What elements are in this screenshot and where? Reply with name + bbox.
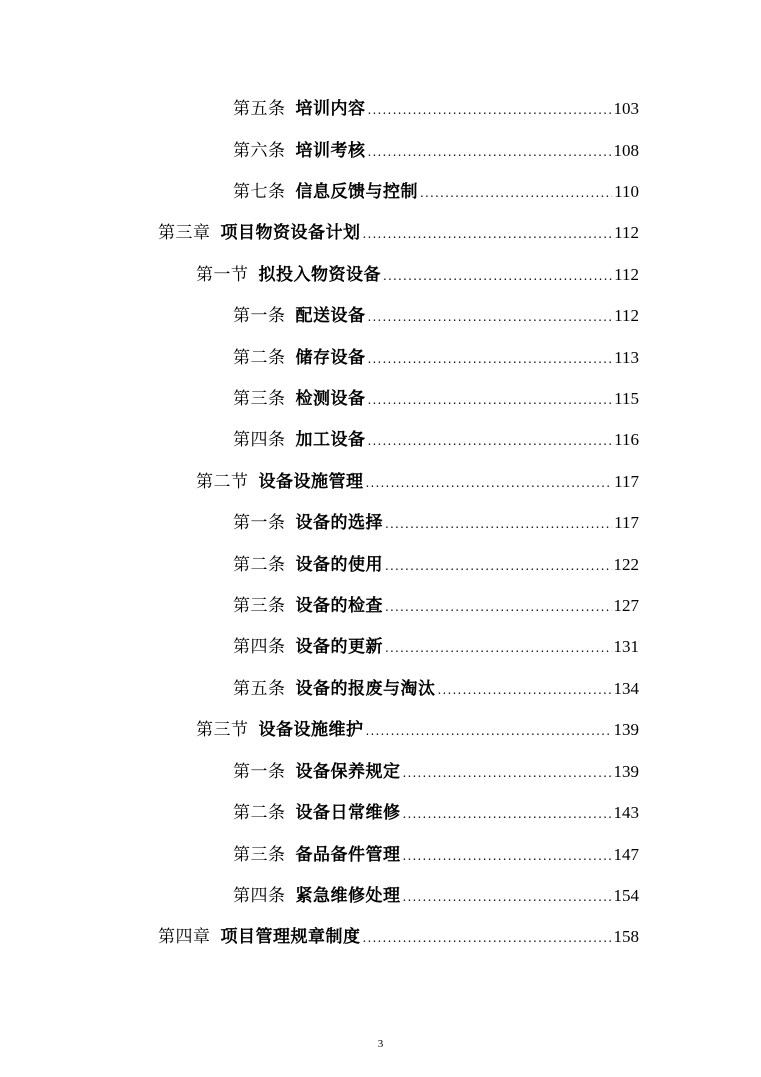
toc-entry-page: 143 [613,803,639,822]
toc-entry-section[interactable] [196,264,639,287]
toc-entry-page: 116 [614,430,639,449]
toc-entry-label: 第一条 [233,762,286,782]
toc-entry-page: 127 [613,596,639,615]
toc-entry-page: 110 [614,182,639,201]
toc-entry-label: 第二条 [233,803,286,823]
toc-entry-chapter[interactable] [158,926,639,949]
toc-entry-page: 117 [614,472,639,491]
toc-entry-page: 103 [613,99,639,118]
toc-entry-page: 117 [614,513,639,532]
toc-entry-title: 设备日常维修 [295,803,401,823]
toc-entry-title: 信息反馈与控制 [295,182,418,202]
toc-entry-label: 第三条 [233,389,286,409]
toc-leader-dots [403,886,612,908]
toc-leader-dots [383,265,612,287]
toc-entry-section[interactable] [196,471,639,494]
page-number: 3 [377,1038,384,1050]
toc-leader-dots [438,679,612,701]
toc-entry-page: 139 [613,762,639,781]
toc-entry-page: 147 [613,845,639,864]
toc-entry-page: 108 [613,141,639,160]
toc-entry-label: 第五条 [233,679,286,699]
toc-entry-section[interactable] [196,719,639,742]
toc-entry[interactable] [233,512,639,535]
toc-leader-dots [385,637,612,659]
toc-entry-page: 131 [613,637,639,656]
toc-entry-title: 紧急维修处理 [295,886,401,906]
toc-entry-title: 检测设备 [295,389,366,409]
toc-entry-label: 第四章 [158,927,211,947]
toc-leader-dots [403,762,612,784]
toc-entry-page: 112 [614,265,639,284]
toc-entry[interactable] [233,98,639,121]
toc-entry[interactable] [233,429,639,452]
toc-entry[interactable] [233,802,639,825]
toc-leader-dots [368,430,613,452]
toc-entry-page: 115 [614,389,639,408]
toc-entry-title: 设备的选择 [295,513,383,533]
toc-entry-title: 设备设施维护 [258,720,364,740]
toc-entry-label: 第五条 [233,99,286,119]
toc-entry-page: 134 [613,679,639,698]
toc-entry[interactable] [233,305,639,328]
toc-entry-title: 项目管理规章制度 [220,927,361,947]
toc-entry-page: 158 [613,927,639,946]
toc-entry-label: 第一节 [196,265,249,285]
toc-entry-title: 设备保养规定 [295,762,401,782]
toc-leader-dots [368,306,613,328]
toc-entry[interactable] [233,844,639,867]
toc-entry[interactable] [233,140,639,163]
toc-entry-page: 113 [614,348,639,367]
toc-entry-label: 第四条 [233,637,286,657]
toc-entry-title: 设备的报废与淘汰 [295,679,436,699]
toc-leader-dots [420,182,612,204]
toc-leader-dots [363,223,613,245]
toc-entry[interactable] [233,181,639,204]
toc-entry-label: 第一条 [233,306,286,326]
toc-leader-dots [368,348,613,370]
toc-entry-page: 139 [613,720,639,739]
toc-entry-title: 培训考核 [295,141,366,161]
toc-entry-label: 第二条 [233,555,286,575]
toc-entry[interactable] [233,595,639,618]
toc-entry-chapter[interactable] [158,222,639,245]
toc-leader-dots [403,845,612,867]
toc-entry-label: 第一条 [233,513,286,533]
toc-entry-page: 112 [614,306,639,325]
toc-entry[interactable] [233,761,639,784]
toc-leader-dots [385,555,612,577]
toc-entry-title: 加工设备 [295,430,366,450]
toc-entry-title: 储存设备 [295,348,366,368]
toc-entry[interactable] [233,388,639,411]
toc-entry[interactable] [233,554,639,577]
toc-entry-label: 第三节 [196,720,249,740]
toc-entry-title: 设备设施管理 [258,472,364,492]
toc-leader-dots [366,720,612,742]
toc-entry[interactable] [233,347,639,370]
toc-leader-dots [366,472,613,494]
toc-entry-title: 拟投入物资设备 [258,265,381,285]
toc-entry[interactable] [233,636,639,659]
toc-leader-dots [385,596,612,618]
toc-entry-title: 备品备件管理 [295,845,401,865]
toc-entry-label: 第三章 [158,223,211,243]
toc-entry-title: 设备的使用 [295,555,383,575]
toc-entry-label: 第七条 [233,182,286,202]
toc-entry-page: 112 [614,223,639,242]
toc-entry-label: 第三条 [233,596,286,616]
toc-entry[interactable] [233,885,639,908]
toc-leader-dots [368,389,613,411]
toc-entry-title: 项目物资设备计划 [220,223,361,243]
toc-entry-label: 第三条 [233,845,286,865]
toc-entry-label: 第四条 [233,430,286,450]
toc-entry-label: 第二节 [196,472,249,492]
toc-entry-label: 第四条 [233,886,286,906]
toc-leader-dots [368,99,612,121]
toc-leader-dots [363,927,612,949]
toc-entry-title: 设备的检查 [295,596,383,616]
toc-entry-title: 设备的更新 [295,637,383,657]
toc-entry-page: 122 [613,555,639,574]
toc-entry[interactable] [233,678,639,701]
toc-entry-title: 配送设备 [295,306,366,326]
toc-entry-label: 第二条 [233,348,286,368]
toc-entry-title: 培训内容 [295,99,366,119]
toc-leader-dots [385,513,612,535]
toc-entry-label: 第六条 [233,141,286,161]
toc-leader-dots [403,803,612,825]
toc-entry-page: 154 [613,886,639,905]
toc-leader-dots [368,141,612,163]
